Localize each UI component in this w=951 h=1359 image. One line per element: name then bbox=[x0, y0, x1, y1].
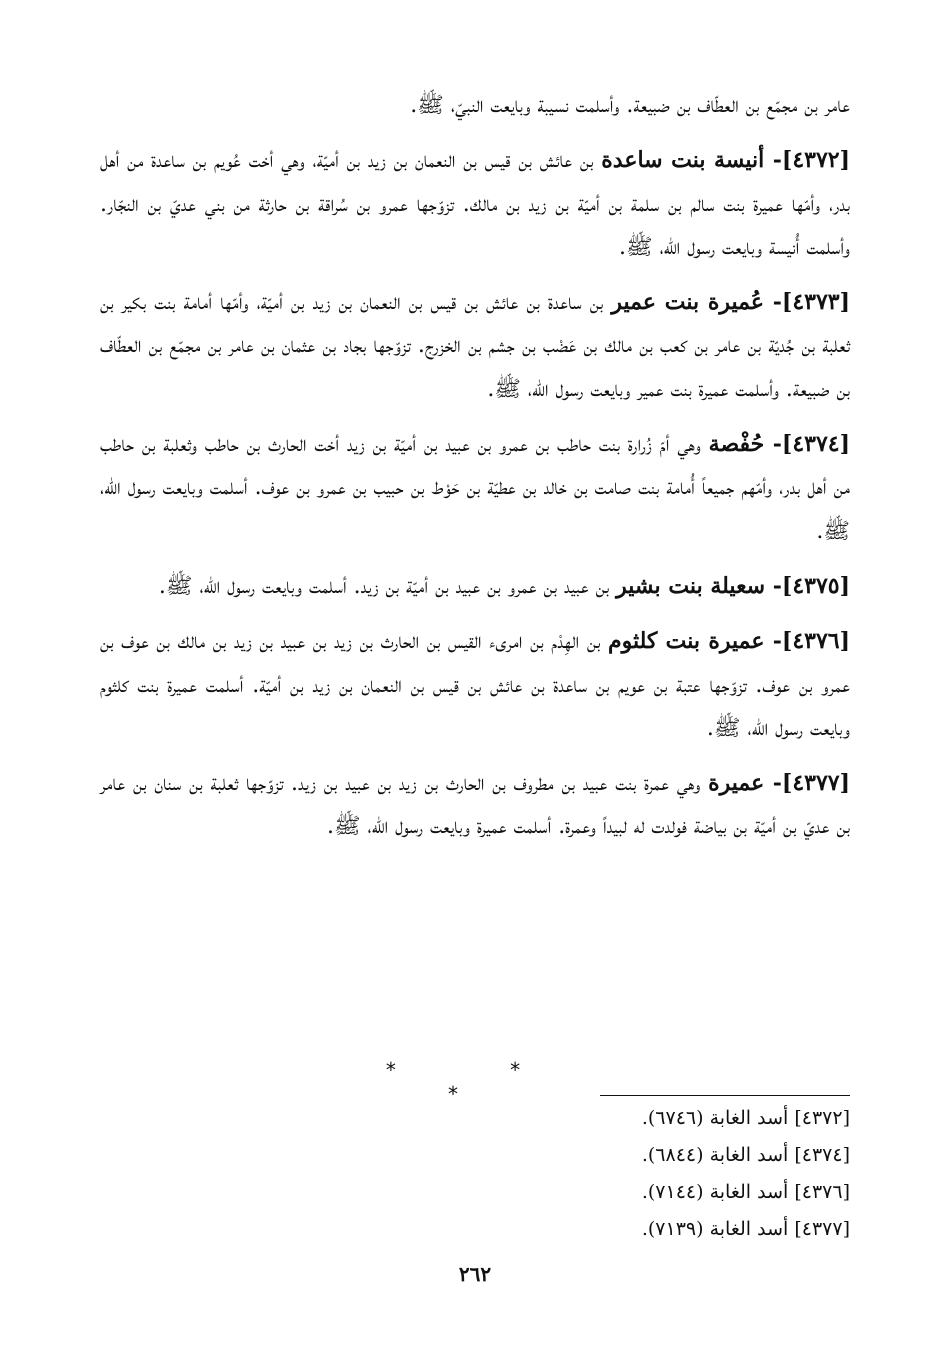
entry-heading: [٤٣٧٣]- عُميرة بنت عمير bbox=[611, 289, 851, 316]
main-text bbox=[100, 84, 850, 849]
entry-body: بن عبيد بن عمرو بن عبيد بن أميّة بن زيد. أسلمت وبايعت رسول الله، ﷺ. bbox=[158, 573, 617, 599]
entry-4377 bbox=[100, 762, 850, 849]
entry-4375 bbox=[100, 565, 850, 608]
entry-body: بن عائش بن قيس بن النعمان بن زيد بن أميّة، وهي أخت عُويم بن ساعدة من أهل بدر، وأمّها عميرة بنت سالم بن سلمة بن أميّة بن زيد بن مالك. تزوّجها عمرو بن سُراقة بن حارثة من بني عديّ بن النجّار. وأسلمت أُنيسة وبايعت رسول الله، ﷺ. bbox=[100, 148, 850, 260]
entry-heading: [٤٣٧٦]- عميرة بنت كلثوم bbox=[608, 628, 850, 655]
section-separator: * * * bbox=[385, 1058, 575, 1106]
entry-heading: [٤٣٧٢]- أنيسة بنت ساعدة bbox=[601, 147, 850, 174]
entry-body: بن ساعدة بن عائش بن قيس بن النعمان بن زيد بن أميّة، وأمّها أمامة بنت بكير بن ثعلبة بن جُديّة بن عامر بن كعب بن مالك بن عَضْب بن جشم بن الخزرج. تزوّجها بجاد بن عثمان بن عامر بن مجمّع بن العطّاف بن ضبيعة. وأسلمت عميرة بنت عمير وبايعت رسول الله، ﷺ. bbox=[100, 290, 850, 402]
footnotes bbox=[540, 1100, 850, 1248]
entry-heading: [٤٣٧٥]- سعيلة بنت بشير bbox=[616, 572, 850, 599]
footnote-item: [٤٣٧٢] أسد الغابة (٦٧٤٦). bbox=[641, 1107, 850, 1129]
entry-4372 bbox=[100, 139, 850, 269]
page-number: ٢٦٢ bbox=[458, 1262, 492, 1286]
entry-heading: [٤٣٧٧]- عميرة bbox=[708, 770, 850, 797]
entry-4374 bbox=[100, 423, 850, 553]
footnote-item: [٤٣٧٦] أسد الغابة (٧١٤٤). bbox=[641, 1181, 850, 1203]
footnote-rule bbox=[600, 1095, 850, 1096]
entry-heading: [٤٣٧٤]- حُفْصة bbox=[708, 431, 850, 458]
continuation-paragraph: عامر بن مجمّع بن العطّاف بن ضبيعة. وأسلمت نسيبة وبايعت النبيّ، ﷺ. bbox=[410, 93, 850, 118]
entry-4376 bbox=[100, 620, 850, 750]
entry-body: وهي أمّ زُرارة بنت حاطب بن عمرو بن عبيد بن أميّة بن زيد أخت الحارث بن حاطب وثعلبة بن حاطب من أهل بدر، وأمّهم جميعاً أُمامة بنت صامت بن خالد بن عطيّة بن حَوْط بن حبيب بن عمرو بن عوف. أسلمت وبايعت رسول الله، ﷺ. bbox=[100, 432, 850, 544]
entry-4373 bbox=[100, 281, 850, 411]
entry-body: بن الهِدْم بن امرىء القيس بن الحارث بن زيد بن عبيد بن زيد بن مالك بن عوف بن عمرو بن عوف. تزوّجها عتبة بن عويم بن ساعدة بن عائش بن قيس بن النعمان بن زيد بن أميّة. أسلمت عميرة بنت كلثوم وبايعت رسول الله، ﷺ. bbox=[100, 629, 850, 741]
footnote-item: [٤٣٧٧] أسد الغابة (٧١٣٩). bbox=[641, 1218, 850, 1240]
entry-body: وهي عمرة بنت عبيد بن مطروف بن الحارث بن زيد بن عبيد بن زيد. تزوّجها ثعلبة بن سنان بن عامر بن عديّ بن أميّة بن بياضة فولدت له لبيداً وعمرة. أسلمت عميرة وبايعت رسول الله، ﷺ. bbox=[100, 771, 850, 840]
footnote-item: [٤٣٧٤] أسد الغابة (٦٨٤٤). bbox=[641, 1144, 850, 1166]
